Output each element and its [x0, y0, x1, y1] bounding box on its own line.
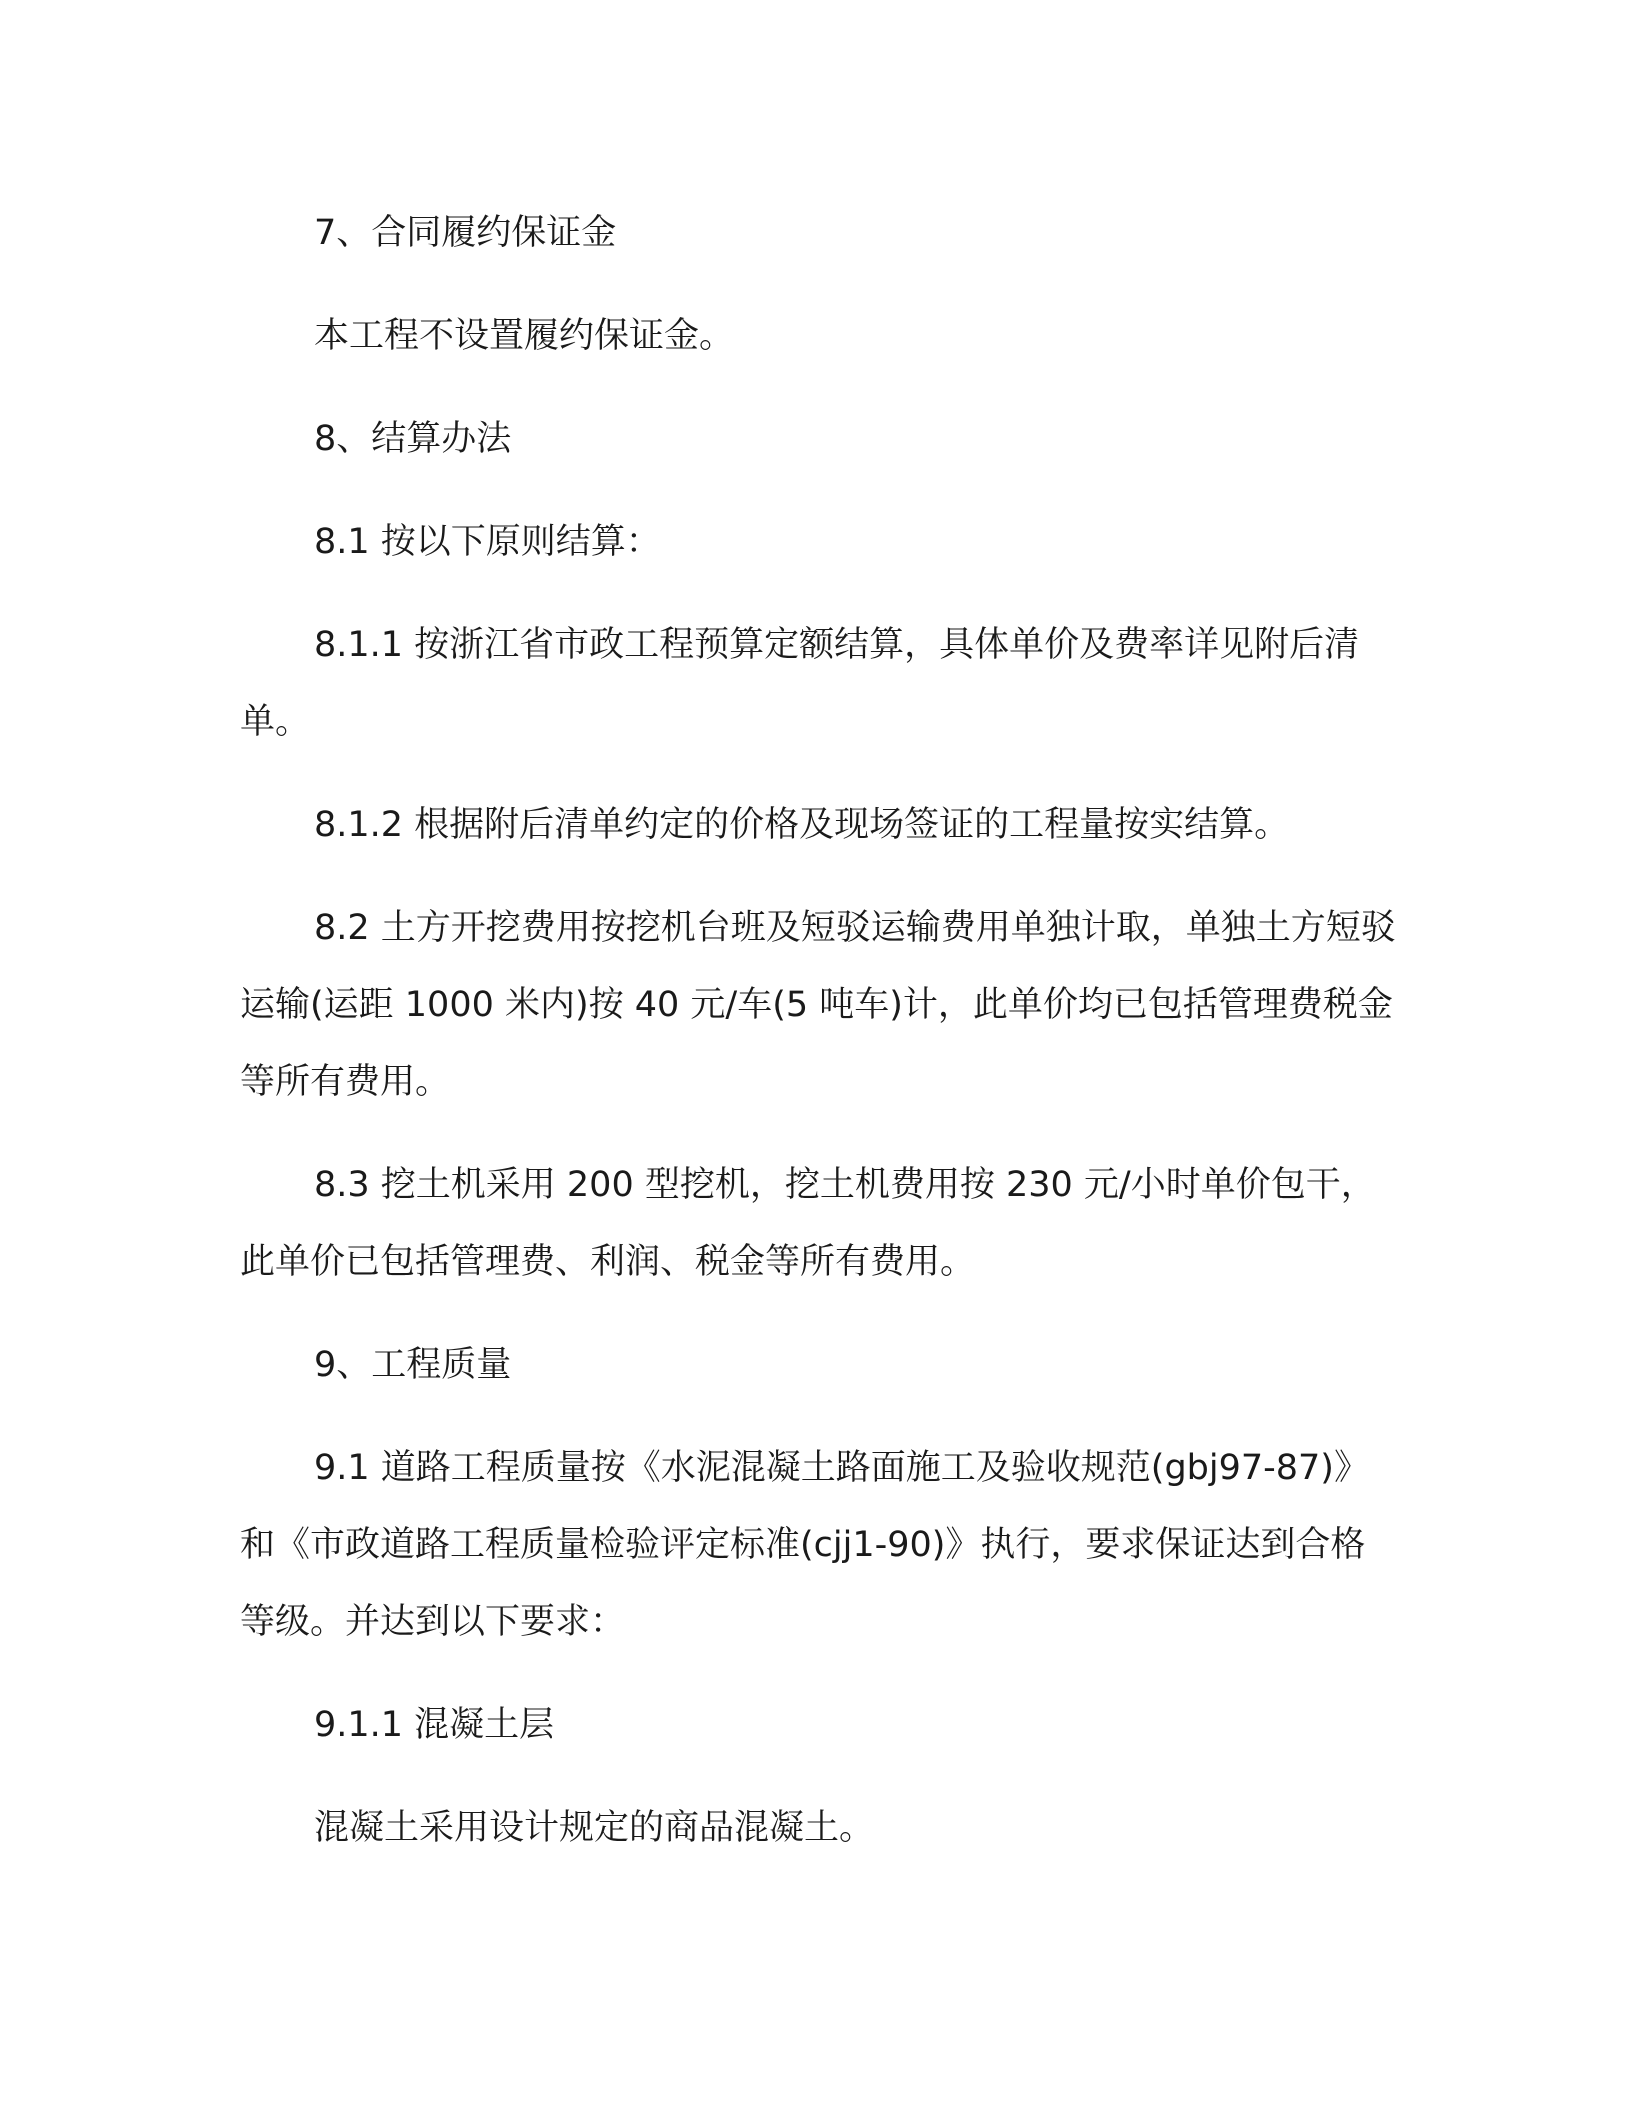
heading-contract-guarantee: 7、合同履约保证金	[314, 213, 617, 253]
paragraph-8-1-1: 8.1.1 按浙江省市政工程预算定额结算，具体单价及费率详见附后清单。	[240, 625, 1360, 742]
paragraph-concrete-spec: 混凝土采用设计规定的商品混凝土。	[314, 1808, 875, 1848]
paragraph-9-1: 9.1 道路工程质量按《水泥混凝土路面施工及验收规范(gbj97-87)》和《市政道路工程质量检验评定标准(cjj1-90)》执行，要求保证达到合格等级。并达到以下要求：	[240, 1448, 1369, 1642]
heading-concrete-layer: 9.1.1 混凝土层	[314, 1705, 555, 1745]
paragraph-8-1-2: 8.1.2 根据附后清单约定的价格及现场签证的工程量按实结算。	[314, 805, 1290, 845]
paragraph-no-guarantee: 本工程不设置履约保证金。	[314, 316, 735, 356]
heading-settlement-method: 8、结算办法	[314, 419, 512, 459]
document-page	[240, 195, 1400, 1893]
paragraph-8-1: 8.1 按以下原则结算：	[314, 522, 661, 562]
paragraph-8-3: 8.3 挖土机采用 200 型挖机，挖土机费用按 230 元/小时单价包干，此单价已包括管理费、利润、税金等所有费用。	[240, 1165, 1376, 1282]
paragraph-8-2: 8.2 土方开挖费用按挖机台班及短驳运输费用单独计取，单独土方短驳运输(运距 1000 米内)按 40 元/车(5 吨车)计，此单价均已包括管理费税金等所有费用。	[240, 908, 1396, 1102]
heading-engineering-quality: 9、工程质量	[314, 1345, 512, 1385]
